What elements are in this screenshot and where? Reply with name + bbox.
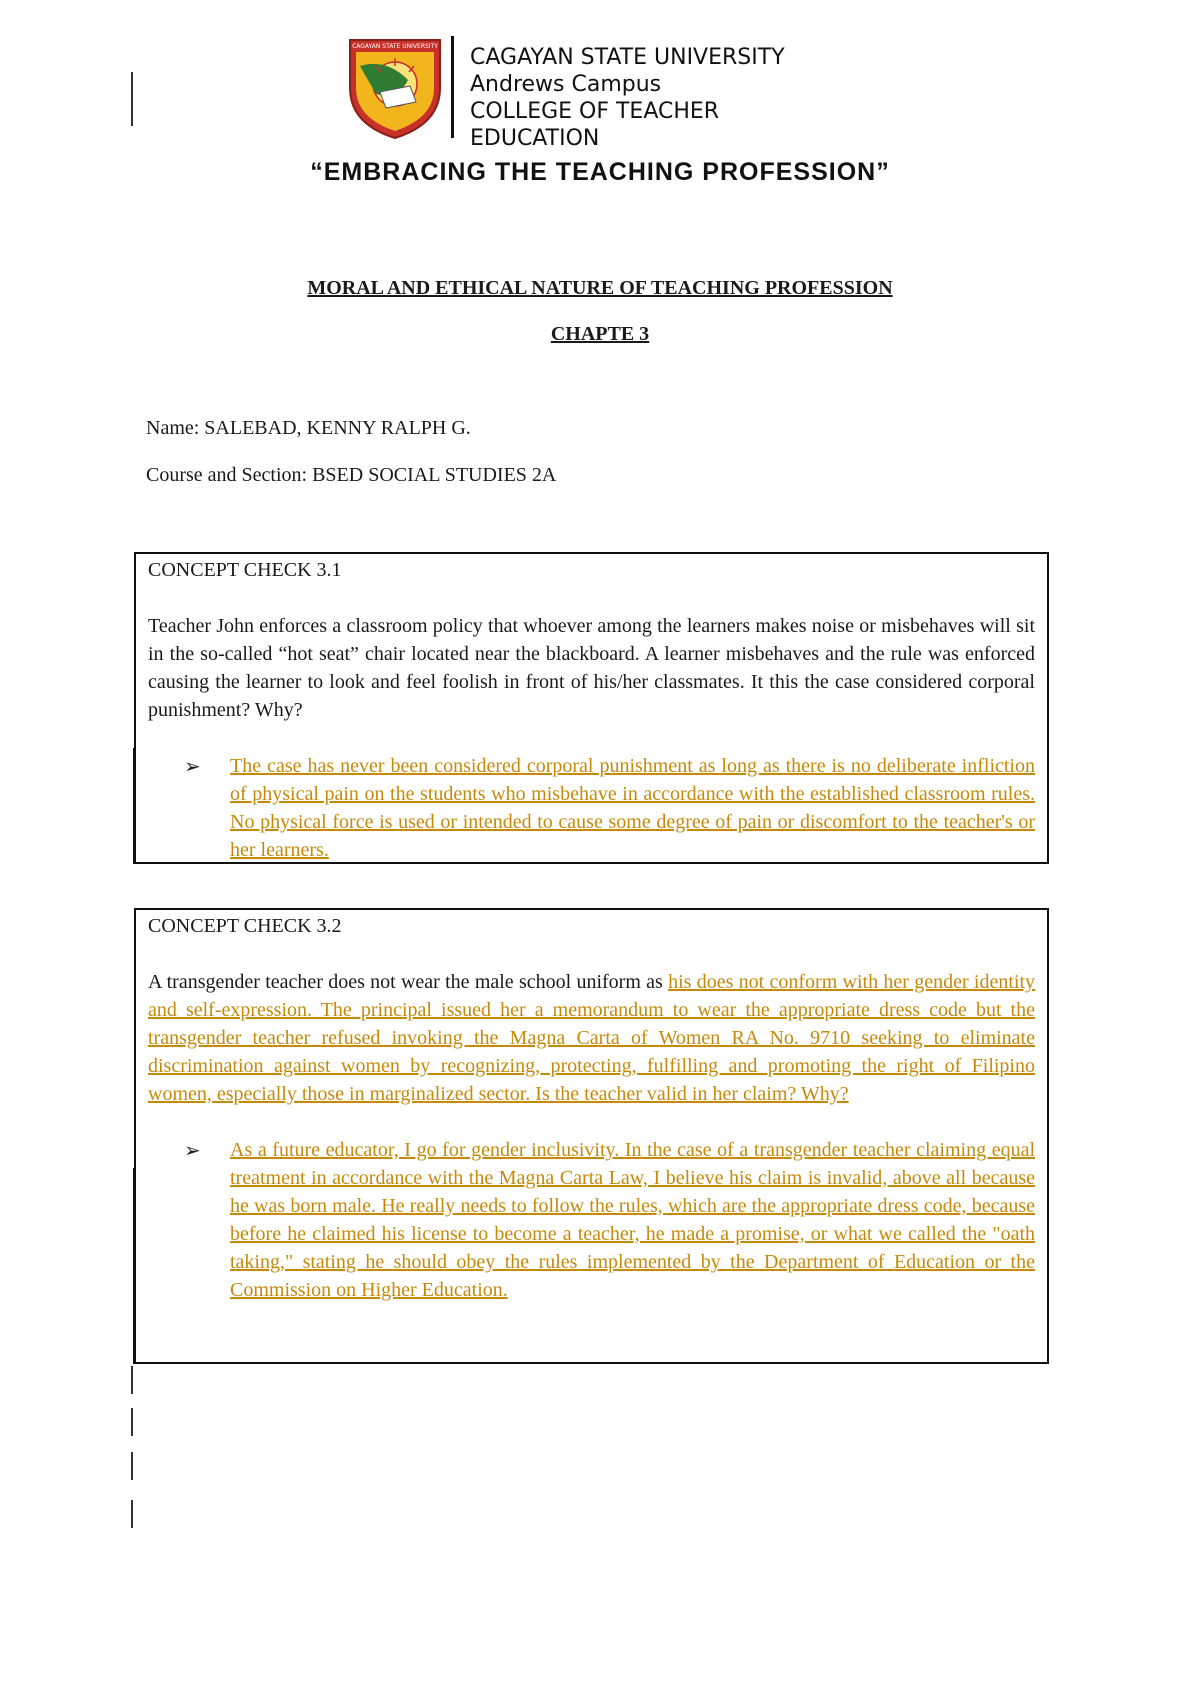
concept-check-box: [134, 908, 1049, 1364]
document-title: MORAL AND ETHICAL NATURE OF TEACHING PROFESSION: [307, 277, 893, 299]
question-highlighted-text: his does not conform with her gender identity and self-expression. The principal issued her a memorandum to wear the appropriate dress code but the transgender teacher refused invoking the Magna Carta of Women RA No. 9710 seeking to eliminate discrimination against women by recognizing, protecting, fulfilling and promoting the right of Filipino women, especially those in marginalized sector. Is the teacher valid in her claim? Why?: [148, 971, 1036, 1105]
answer-text: The case has never been considered corporal punishment as long as there is no deliberate infliction of physical pain on the students who misbehave in accordance with the established classroom rules. No physical force is used or intended to cause some degree of pain or discomfort to the teacher's or her learners.: [230, 755, 1035, 861]
campus-name: Andrews Campus: [470, 72, 662, 97]
text-cursor-mark: [131, 1408, 133, 1436]
concept-check-question: [148, 968, 1035, 1108]
chapter-heading: CHAPTE 3: [550, 323, 650, 345]
motto: “EMBRACING THE TEACHING PROFESSION”: [310, 158, 890, 186]
question-plain-text: A transgender teacher does not wear the male school uniform as: [148, 971, 669, 993]
university-name: CAGAYAN STATE UNIVERSITY: [470, 45, 785, 70]
seal-lettering: CAGAYAN STATE UNIVERSITY: [352, 43, 438, 50]
answer-text: As a future educator, I go for gender inclusivity. In the case of a transgender teacher claiming equal treatment in accordance with the Magna Carta Law, I believe his claim is invalid, above all because he was born male. He really needs to follow the rules, which are the appropriate dress code, because before he claimed his license to become a teacher, he made a promise, or what we called the "oath taking," stating he should obey the rules implemented by the Department of Education or the Commission on Higher Education.: [230, 1139, 1035, 1301]
box-edge-mark: [133, 748, 136, 864]
arrow-bullet-icon: ➢: [184, 754, 201, 778]
text-cursor-mark: [131, 1500, 133, 1528]
box-edge-mark: [133, 1168, 136, 1364]
university-seal-icon: [346, 36, 444, 140]
answer-item: [148, 752, 1035, 864]
concept-check-label: CONCEPT CHECK 3.1: [148, 559, 342, 581]
student-name: Name: SALEBAD, KENNY RALPH G.: [146, 417, 471, 439]
answer-item: [148, 1136, 1035, 1304]
college-name-line-1: COLLEGE OF TEACHER: [470, 99, 720, 124]
concept-check-box: [134, 552, 1049, 864]
concept-check-question: Teacher John enforces a classroom policy that whoever among the learners makes noise or misbehaves will sit in the so-called “hot seat” chair located near the blackboard. A learner misbehaves and the rule was enforced causing the learner to look and feel foolish in front of his/her classmates. It this the case considered corporal punishment? Why?: [148, 615, 1035, 721]
arrow-bullet-icon: ➢: [184, 1138, 201, 1162]
text-cursor-mark: [131, 72, 133, 126]
university-name-block: [470, 44, 785, 152]
text-cursor-mark: [131, 1452, 133, 1480]
course-section: Course and Section: BSED SOCIAL STUDIES 2A: [146, 464, 557, 486]
college-name-line-2: EDUCATION: [470, 126, 600, 151]
concept-check-label: CONCEPT CHECK 3.2: [148, 915, 342, 937]
header-divider: [451, 36, 454, 138]
text-cursor-mark: [131, 1366, 133, 1394]
